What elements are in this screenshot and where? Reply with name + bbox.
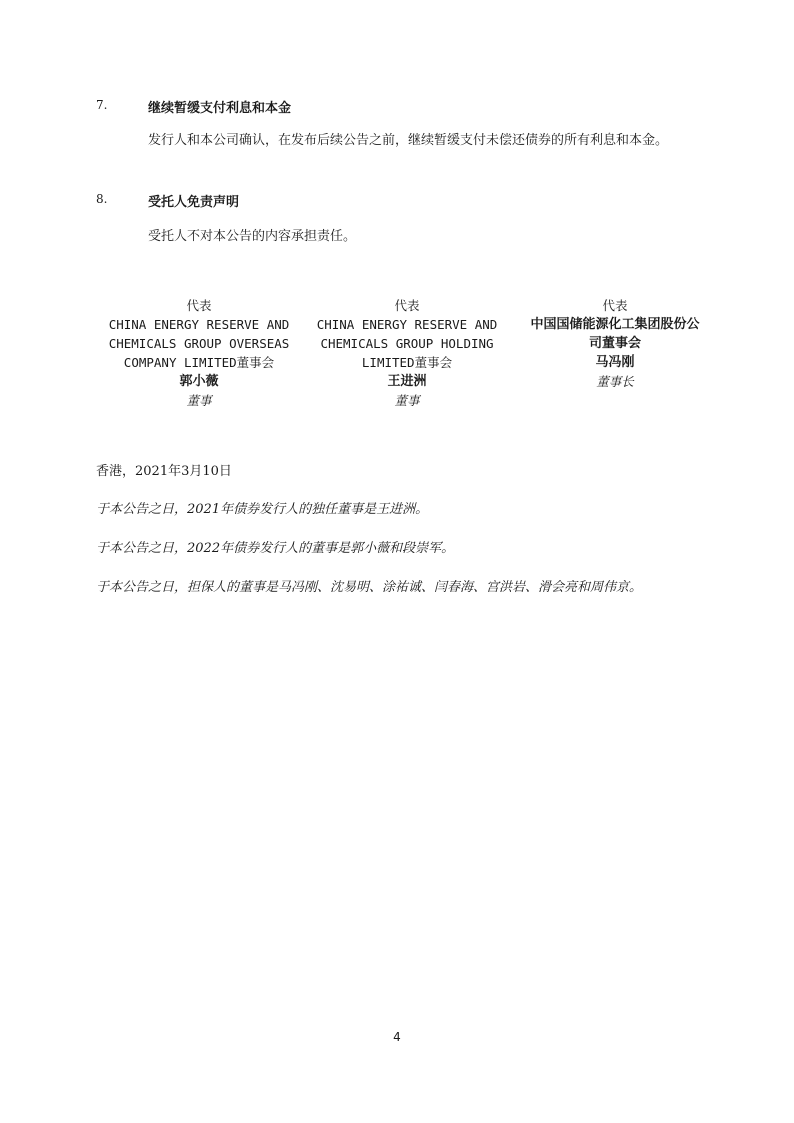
section-7-body: 发行人和本公司确认，在发布后续公告之前，继续暂缓支付未偿还债券的所有利息和本金。 [148, 133, 669, 148]
on-behalf-label: 代表 [186, 298, 212, 313]
on-behalf-label: 代表 [394, 298, 420, 313]
note-2022-directors: 于本公告之日，2022年债券发行人的董事是郭小薇和段崇军。 [96, 541, 455, 556]
entity-name-line: CHINA ENERGY RESERVE AND [108, 317, 290, 332]
signature-block-guarantor [510, 296, 720, 391]
signatory-role: 董事长 [596, 374, 634, 389]
date-line: 香港，2021年3月10日 [96, 464, 232, 479]
on-behalf-label: 代表 [602, 298, 628, 313]
signatory-role: 董事 [186, 393, 212, 408]
section-8-number: 8. [96, 192, 108, 206]
signatory-name: 郭小薇 [179, 374, 219, 389]
signatory-name: 王进洲 [387, 374, 427, 389]
entity-name-line: COMPANY LIMITED董事会 [123, 355, 275, 370]
entity-name-line: CHEMICALS GROUP OVERSEAS [108, 336, 290, 351]
page-number: 4 [393, 1030, 401, 1044]
entity-name-line: CHINA ENERGY RESERVE AND [316, 317, 498, 332]
signatory-role: 董事 [394, 393, 420, 408]
signatory-name: 马冯刚 [595, 355, 635, 370]
section-8-title: 受托人免责声明 [148, 195, 240, 210]
section-7-title: 继续暂缓支付利息和本金 [148, 101, 292, 116]
entity-name-line: 司董事会 [588, 336, 641, 351]
note-guarantor-directors: 于本公告之日，担保人的董事是马冯刚、沈易明、涂祐诚、闫春海、宫洪岩、滑会亮和周伟京。 [96, 580, 643, 595]
section-7-number: 7. [96, 98, 108, 112]
signature-block-holding [302, 296, 512, 410]
entity-name-line: 中国国储能源化工集团股份公 [530, 317, 700, 332]
note-sole-director: 于本公告之日，2021年债券发行人的独任董事是王进洲。 [96, 502, 429, 517]
signature-block-overseas [94, 296, 304, 410]
entity-name-line: LIMITED董事会 [361, 355, 453, 370]
entity-name-line: CHEMICALS GROUP HOLDING [320, 336, 494, 351]
section-8-body: 受托人不对本公告的内容承担责任。 [148, 229, 357, 244]
